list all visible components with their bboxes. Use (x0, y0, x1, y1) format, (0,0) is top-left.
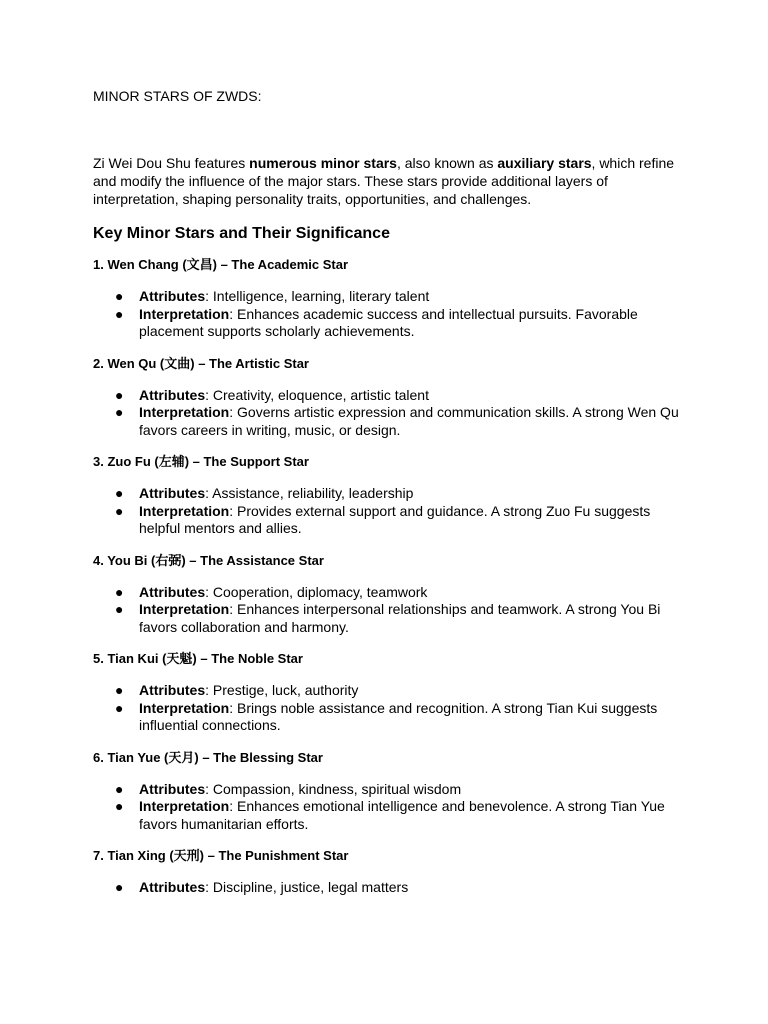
list-item (93, 700, 693, 735)
intro-bold-1: numerous minor stars (249, 155, 397, 171)
item-label: Interpretation (139, 798, 230, 814)
list-item (93, 404, 693, 439)
star-heading: 2. Wen Qu (文曲) – The Artistic Star (93, 355, 309, 371)
star-heading: 5. Tian Kui (天魁) – The Noble Star (93, 651, 303, 666)
bullet-icon: ● (115, 502, 124, 519)
item-text: : Cooperation, diplomacy, teamwork (205, 583, 428, 600)
item-label: Attributes (139, 879, 206, 895)
intro-bold-2: auxiliary stars (497, 155, 592, 171)
bullet-list (93, 485, 693, 538)
bullet-list (93, 584, 693, 637)
list-item (93, 387, 693, 405)
item-label: Attributes (139, 485, 206, 501)
item-label: Attributes (139, 780, 206, 797)
bullet-icon: ● (115, 485, 124, 501)
list-item (93, 781, 693, 799)
list-item (93, 601, 693, 636)
content (93, 224, 693, 911)
item-label: Interpretation (139, 404, 230, 420)
item-text: : Compassion, kindness, spiritual wisdom (205, 780, 462, 797)
list-item (93, 288, 693, 306)
bullet-list (93, 288, 693, 341)
bullet-list (93, 879, 693, 897)
intro-text-3: , which refine and modify the influence of the major stars. These stars provide additional layers of interpretation, shaping personality traits, opportunities, and challenges. (93, 155, 675, 207)
item-text: : Discipline, justice, legal matters (205, 879, 409, 895)
bullet-icon: ● (115, 288, 124, 304)
item-label: Interpretation (139, 699, 230, 716)
section-heading: Key Minor Stars and Their Significance (93, 225, 390, 242)
star-heading: 7. Tian Xing (天刑) – The Punishment Star (93, 848, 349, 863)
star-list (93, 256, 693, 897)
bullet-list (93, 387, 693, 440)
bullet-icon: ● (115, 682, 124, 698)
intro-paragraph (93, 154, 693, 208)
intro-text-1: Zi Wei Dou Shu features (93, 155, 250, 171)
item-text: : Creativity, eloquence, artistic talent (205, 386, 429, 403)
list-item (93, 798, 693, 833)
item-text: : Enhances emotional intelligence and benevolence. A strong Tian Yue favors humanitarian efforts. (139, 798, 665, 832)
list-item (93, 682, 693, 700)
bullet-icon: ● (115, 305, 124, 322)
bullet-icon: ● (115, 386, 124, 403)
list-item (93, 879, 693, 897)
bullet-icon: ● (115, 699, 124, 716)
item-text: : Enhances interpersonal relationships and teamwork. A strong You Bi favors collaboration and harmony. (139, 601, 661, 635)
item-text: : Enhances academic success and intellectual pursuits. Favorable placement supports scholarly achievements. (139, 305, 638, 339)
bullet-icon: ● (115, 404, 124, 420)
star-heading: 4. You Bi (右弼) – The Assistance Star (93, 552, 324, 568)
bullet-icon: ● (115, 601, 124, 617)
item-label: Attributes (139, 682, 206, 698)
item-text: : Brings noble assistance and recognition. A strong Tian Kui suggests influential connections. (139, 699, 658, 733)
list-item (93, 306, 693, 341)
list-item (93, 485, 693, 503)
item-label: Interpretation (139, 601, 230, 617)
bullet-icon: ● (115, 583, 124, 600)
bullet-list (93, 682, 693, 735)
item-label: Attributes (139, 583, 206, 600)
item-label: Interpretation (139, 305, 230, 322)
list-item (93, 584, 693, 602)
item-text: : Governs artistic expression and communication skills. A strong Wen Qu favors careers in writing, music, or design. (139, 404, 679, 438)
bullet-icon: ● (115, 798, 124, 814)
star-heading: 3. Zuo Fu (左辅) – The Support Star (93, 454, 309, 469)
item-text: : Assistance, reliability, leadership (205, 485, 414, 501)
intro-text-2: , also known as (396, 155, 498, 171)
item-label: Interpretation (139, 502, 230, 519)
star-heading: 6. Tian Yue (天月) – The Blessing Star (93, 749, 323, 765)
item-text: : Provides external support and guidance. A strong Zuo Fu suggests helpful mentors and allies. (139, 502, 651, 536)
bullet-icon: ● (115, 780, 124, 797)
list-item (93, 503, 693, 538)
item-label: Attributes (139, 386, 206, 403)
bullet-list (93, 781, 693, 834)
star-heading: 1. Wen Chang (文昌) – The Academic Star (93, 257, 348, 272)
item-label: Attributes (139, 288, 206, 304)
bullet-icon: ● (115, 879, 124, 895)
item-text: : Intelligence, learning, literary talent (205, 288, 430, 304)
item-text: : Prestige, luck, authority (205, 682, 359, 698)
document-title: MINOR STARS OF ZWDS: (93, 88, 262, 104)
